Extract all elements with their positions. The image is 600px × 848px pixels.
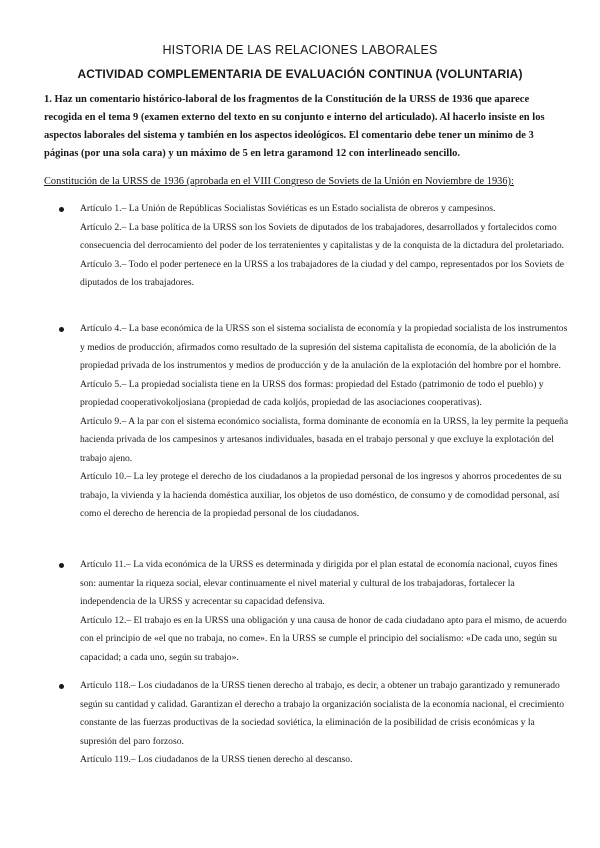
- article-text: Artículo 11.– La vida económica de la URSS es determinada y dirigida por el plan estatal de economía nacional, cuyos fines son: aumentar la riqueza social, elevar continuamente el nivel material y cultural de los trabajadoras, fortalecer la independencia de la URSS y acrecentar su capacidad defensiva.: [80, 559, 558, 607]
- article-text: Artículo 118.– Los ciudadanos de la URSS tienen derecho al trabajo, es decir, a obtener un trabajo garantizado y remunerado según su cantidad y calidad. Garantizan el derecho a trabajo la organización socialista de la economía nacional, el crecimiento constante de las fuerzas productivas de la sociedad soviética, la eliminación de la posibilidad de crisis económicas y la supresión del paro forzoso.: [80, 680, 565, 747]
- assignment-prompt: 1. Haz un comentario histórico-laboral de los fragmentos de la Constitución de la URSS de 1936 que aparece recogida en el tema 9 (examen externo del texto en su conjunto e interno del articulado). Al hacerlo insiste en los aspectos laborales del sistema y también en los aspectos ideológicos. El comentario debe tener un mínimo de 3 páginas (por una sola cara) y un máximo de 5 en letra garamond 12 con interlineado sencillo.: [44, 94, 545, 159]
- list-item: [80, 200, 570, 293]
- bullet-icon: [59, 563, 64, 568]
- list-item: [80, 677, 570, 770]
- activity-title: ACTIVIDAD COMPLEMENTARIA DE EVALUACIÓN CONTINUA (VOLUNTARIA): [77, 67, 523, 81]
- course-title: HISTORIA DE LAS RELACIONES LABORALES: [162, 43, 438, 57]
- article-text: Artículo 119.– Los ciudadanos de la URSS tienen derecho al descanso.: [80, 754, 353, 765]
- source-heading: Constitución de la URSS de 1936 (aprobada en el VIII Congreso de Soviets de la Unión en Noviembre de 1936):: [44, 176, 514, 187]
- article-text: Artículo 9.– A la par con el sistema económico socialista, forma dominante de economía en la URSS, la ley permite la pequeña hacienda privada de los campesinos y artesanos individuales, basada en el trabajo personal y que excluye la explotación del trabajo ajeno.: [80, 415, 569, 464]
- article-text: Artículo 3.– Todo el poder pertenece en la URSS a los trabajadores de la ciudad y del campo, representados por los Soviets de diputados de los trabajadores.: [80, 258, 565, 288]
- article-text: Artículo 12.– El trabajo es en la URSS una obligación y una causa de honor de cada ciudadano apto para el mismo, de acuerdo con el principio de «el que no trabaja, no come». En la URSS se cumple el principio del socialismo: «De cada uno, según su capacidad; a cada uno, según su trabajo».: [80, 614, 567, 663]
- list-item: [80, 556, 570, 667]
- article-text: Artículo 1.– La Unión de Repúblicas Socialistas Soviéticas es un Estado socialista de obreros y campesinos.: [80, 203, 496, 214]
- bullet-icon: [59, 327, 64, 332]
- bullet-icon: [59, 684, 64, 689]
- article-text: Artículo 2.– La base política de la URSS son los Soviets de diputados de los trabajadores, desarrollados y fortalecidos como consecuencia del derrocamiento del poder de los terratenientes y capitalistas y de la conquista de la dictadura del proletariado.: [80, 221, 565, 251]
- article-text: Artículo 4.– La base económica de la URSS son el sistema socialista de economía y la propiedad socialista de los instrumentos y medios de producción, afirmados como resultado de la supresión del sistema capitalista de economía, de la abolición de la propiedad privada de los instrumentos y medios de producción y de la anulación de la explotación del hombre por el hombre.: [80, 323, 568, 371]
- article-text: Artículo 10.– La ley protege el derecho de los ciudadanos a la propiedad personal de los ingresos y ahorros procedentes de su trabajo, la vivienda y la hacienda doméstica auxiliar, los objetos de uso doméstico, de consumo y de comodidad personal, así como el derecho de herencia de la propiedad personal de los ciudadanos.: [80, 471, 562, 519]
- bullet-icon: [59, 207, 64, 212]
- article-text: Artículo 5.– La propiedad socialista tiene en la URSS dos formas: propiedad del Estado (patrimonio de todo el pueblo) y propiedad cooperativokoljosiana (propiedad de cada koljós, propiedad de las asociaciones cooperativas).: [80, 378, 544, 408]
- list-item: [80, 320, 570, 524]
